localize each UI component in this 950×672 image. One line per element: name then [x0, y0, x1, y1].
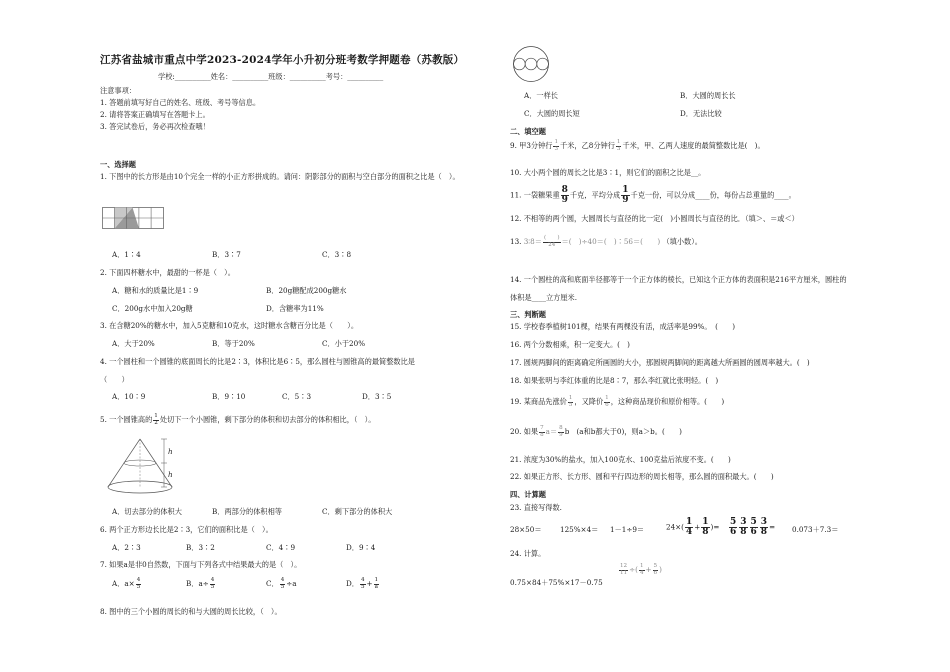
q5-cone-figure: [104, 437, 184, 495]
q24-expression-2: $\frac{12}{11}$ ÷( $\frac{1}{4}$ + $\frac{5}{6}$ ): [620, 563, 662, 576]
question-17-text: 17. 圆规两脚间的距离确定所画圆的大小，那圆规两脚间的距离越大所画圆的圆周率越大。( ): [510, 358, 810, 367]
question-24-text: 24. 计算。: [510, 549, 546, 558]
q7-option-b[interactable]: B．a÷ $\frac{4}{5}$: [186, 577, 215, 590]
q8-circles-figure: [512, 45, 550, 83]
fraction: $\frac{8}{9}$: [561, 185, 568, 205]
q3-option-b[interactable]: B．等于20%: [212, 339, 255, 348]
question-19-text: 19. 某商品先涨价 $\frac{1}{5}$ ，又降价 $\frac{1}{6}$ ，这种商品现价和原价相等。( ): [510, 395, 725, 408]
fraction: $\frac{1}{6}$: [605, 395, 609, 408]
student-info-line: 学校:__________姓名：__________班级：__________考号：__________: [158, 72, 384, 81]
q3-option-a[interactable]: A．大于20%: [112, 339, 155, 348]
fraction: $\frac{4}{5}$: [136, 577, 141, 590]
question-1-text: 1. 下图中的长方形是由10个完全一样的小正方形拼成的。请问：阴影部分的面积与空白部分的面积之比是（ ）。: [100, 172, 460, 181]
q1-option-c[interactable]: C．3∶8: [322, 250, 352, 259]
question-4-paren: （ ）: [100, 375, 129, 384]
fraction: $\frac{1}{4}$: [639, 563, 644, 576]
q5-option-c[interactable]: C．剩下部分的体积大: [322, 507, 393, 516]
fraction: $\frac{1}{a}$: [374, 577, 379, 590]
q7-option-c[interactable]: C． $\frac{4}{5}$ ÷a: [266, 577, 297, 590]
fraction: $\frac{1}{4}$: [685, 517, 693, 537]
fraction: $\frac{1}{3}$: [616, 139, 621, 152]
q23-item: $\frac{5}{6}$ $\frac{3}{8}$ $\frac{5}{6}$ $\frac{3}{8}$ =: [730, 517, 776, 537]
fraction: $\frac{4}{5}$: [210, 577, 215, 590]
fraction: $\frac{3}{8}$: [760, 517, 768, 537]
question-12-text: 12. 不相等的两个圆，大圆周长与直径的比一定( )小圆周长与直径的比．（填＞、＝或＜）: [510, 214, 799, 223]
section-heading-choice: 一、选择题: [100, 160, 136, 169]
question-6-text: 6. 两个正方形边长比是2∶3，它们的面积比是（ ）。: [100, 525, 273, 534]
question-7-text: 7. 如果a是非0自然数，下面与下列各式中结果最大的是（ ）。: [100, 560, 302, 569]
q1-option-a[interactable]: A．1∶4: [112, 250, 141, 259]
notice-item: 3. 答完试卷后，务必再次检查哦！: [100, 122, 210, 131]
q4-option-c[interactable]: C．5∶3: [282, 392, 312, 401]
question-4-text: 4. 一个圆柱和一个圆锥的底面周长的比是2∶3，体积比是6∶5，那么圆柱与圆锥高的最简整数比是: [100, 357, 415, 366]
fraction: $\frac{1}{9}$: [622, 185, 629, 205]
exam-title: 江苏省盐城市重点中学2023-2024学年小升初分班考数学押题卷（苏教版）: [100, 54, 465, 66]
question-14-text: 14. 一个圆柱的高和底面半径都等于一个正方体的棱长，已知这个正方体的表面积是216平方厘米，圆柱的: [510, 275, 847, 284]
q23-item: 24×( $\frac{1}{4}$ + $\frac{1}{8}$ )=: [666, 517, 720, 537]
q2-option-a[interactable]: A．糖和水的质量比是1∶9: [112, 286, 199, 295]
fraction: $\frac{3}{8}$: [740, 517, 747, 537]
q5-option-b[interactable]: B．两部分的体积相等: [212, 507, 282, 516]
fraction: $\frac{4}{5}$: [360, 577, 365, 590]
question-22-text: 22. 如果正方形、长方形、圆和平行四边形的周长相等，那么圆的面积最大。( ): [510, 472, 774, 481]
q8-option-d[interactable]: D．无法比较: [680, 109, 722, 118]
q24-expression-1: 0.75×84＋75%×17－0.75: [510, 578, 603, 587]
q6-option-b[interactable]: B．3∶2: [186, 543, 215, 552]
q23-item: 1－1÷9＝: [610, 525, 645, 534]
fraction: $\frac{( )}{24}$: [543, 235, 560, 248]
q7-option-d[interactable]: D． $\frac{4}{5}$ + $\frac{1}{a}$: [346, 577, 379, 590]
q2-option-d[interactable]: D．含糖率为11%: [266, 304, 324, 313]
q4-option-b[interactable]: B．9∶10: [212, 392, 246, 401]
question-18-text: 18. 如果张明与李红体重的比是8∶7，那么李红就比张明轻。( ): [510, 376, 719, 385]
fraction: $\frac{8}{9}$: [559, 425, 563, 438]
q8-option-c[interactable]: C．大圆的周长短: [524, 109, 580, 118]
question-20-text: 20. 如果 $\frac{7}{8}$ a＝ $\frac{8}{9}$ b (a和b都大于0)，则a＞b。( ): [510, 425, 682, 438]
fraction: $\frac{4}{5}$: [280, 577, 285, 590]
question-3-text: 3. 在含糖20%的糖水中，加入5克糖和10克水，这时糖水含糖百分比是（ ）。: [100, 321, 359, 330]
question-16-text: 16. 两个分数相乘，积一定变大。( ): [510, 340, 630, 349]
fraction: $\frac{5}{6}$: [730, 517, 737, 537]
q7-option-a[interactable]: A．a× $\frac{4}{5}$: [112, 577, 141, 590]
section-heading-calc: 四、计算题: [510, 490, 546, 499]
question-13-text: 13. 3∶8＝ $\frac{( )}{24}$ ＝( )÷40＝( )∶56＝( ) （填小数）。: [510, 235, 702, 248]
notice-item: 1. 答题前填写好自己的姓名、班级、考号等信息。: [100, 98, 261, 107]
question-21-text: 21. 浓度为30%的盐水，加入100克水、100克盐后浓度不变。( ): [510, 455, 731, 464]
fraction: $\frac{12}{11}$: [620, 563, 628, 576]
question-10-text: 10. 大小两个圆的周长之比是3∶1，则它们的面积之比是__。: [510, 168, 706, 177]
fraction: $\frac{1}{2}$: [154, 413, 158, 426]
question-2-text: 2. 下面四杯糖水中，最甜的一杯是（ ）。: [100, 268, 235, 277]
q2-option-c[interactable]: C．200g水中加入20g糖: [112, 304, 193, 313]
q6-option-d[interactable]: D．9∶4: [346, 543, 376, 552]
question-23-text: 23. 直接写得数.: [510, 503, 562, 512]
fraction: $\frac{7}{8}$: [540, 425, 544, 438]
q1-rectangle-figure: [102, 207, 164, 229]
q2-option-b[interactable]: B．20g糖配成200g糖水: [266, 286, 347, 295]
fraction: $\frac{5}{6}$: [653, 563, 658, 576]
question-14-text-2: 体积是____立方厘米.: [510, 293, 577, 302]
q8-option-a[interactable]: A．一样长: [524, 91, 558, 100]
q6-option-c[interactable]: C．4∶9: [266, 543, 296, 552]
q8-option-b[interactable]: B．大圆的周长长: [680, 91, 736, 100]
q5-height-label: h: [168, 470, 173, 479]
q23-item: 28×50＝: [510, 525, 542, 534]
fraction: $\frac{1}{5}$: [568, 395, 573, 408]
q3-option-c[interactable]: C．小于20%: [322, 339, 366, 348]
fraction: $\frac{1}{3}$: [554, 139, 559, 152]
q4-option-d[interactable]: D．3∶5: [362, 392, 392, 401]
question-15-text: 15. 学校春季植树101棵，结果有两棵没有活，成活率是99%。 ( ): [510, 322, 736, 331]
q5-option-a[interactable]: A．切去部分的体积大: [112, 507, 182, 516]
q4-option-a[interactable]: A．10∶9: [112, 392, 146, 401]
q6-option-a[interactable]: A．2∶3: [112, 543, 141, 552]
fraction: $\frac{5}{6}$: [750, 517, 757, 537]
notice-heading: 注意事项：: [100, 86, 136, 95]
question-11-text: 11. 一袋糖果重 $\frac{8}{9}$ 千克，平均分成 $\frac{1}{9}$ 千克一份，可以分成____份，每份占总重量的____。: [510, 185, 796, 205]
q23-item: 0.073＋7.3＝: [792, 525, 839, 534]
section-heading-judge: 三、判断题: [510, 310, 546, 319]
fraction: $\frac{1}{8}$: [702, 517, 709, 537]
question-5-text: 5. 一个圆锥高的 $\frac{1}{2}$ 处切下一个小圆锥，剩下部分的体积和切去部分的体积相比，（ ）。: [100, 413, 376, 426]
notice-item: 2. 请将答案正确填写在答题卡上。: [100, 110, 210, 119]
q5-height-label: h: [168, 447, 173, 456]
q1-option-b[interactable]: B．3∶7: [212, 250, 241, 259]
question-9-text: 9. 甲3分钟行 $\frac{1}{3}$ 千米，乙8分钟行 $\frac{1}{3}$ 千米，甲、乙两人速度的最简整数比是( )。: [510, 139, 765, 152]
q23-item: 125%×4＝: [560, 525, 599, 534]
section-heading-fill: 二、填空题: [510, 127, 546, 136]
question-8-text: 8. 图中的三个小圆的周长的和与大圆的周长比较，（ ）。: [100, 607, 282, 616]
